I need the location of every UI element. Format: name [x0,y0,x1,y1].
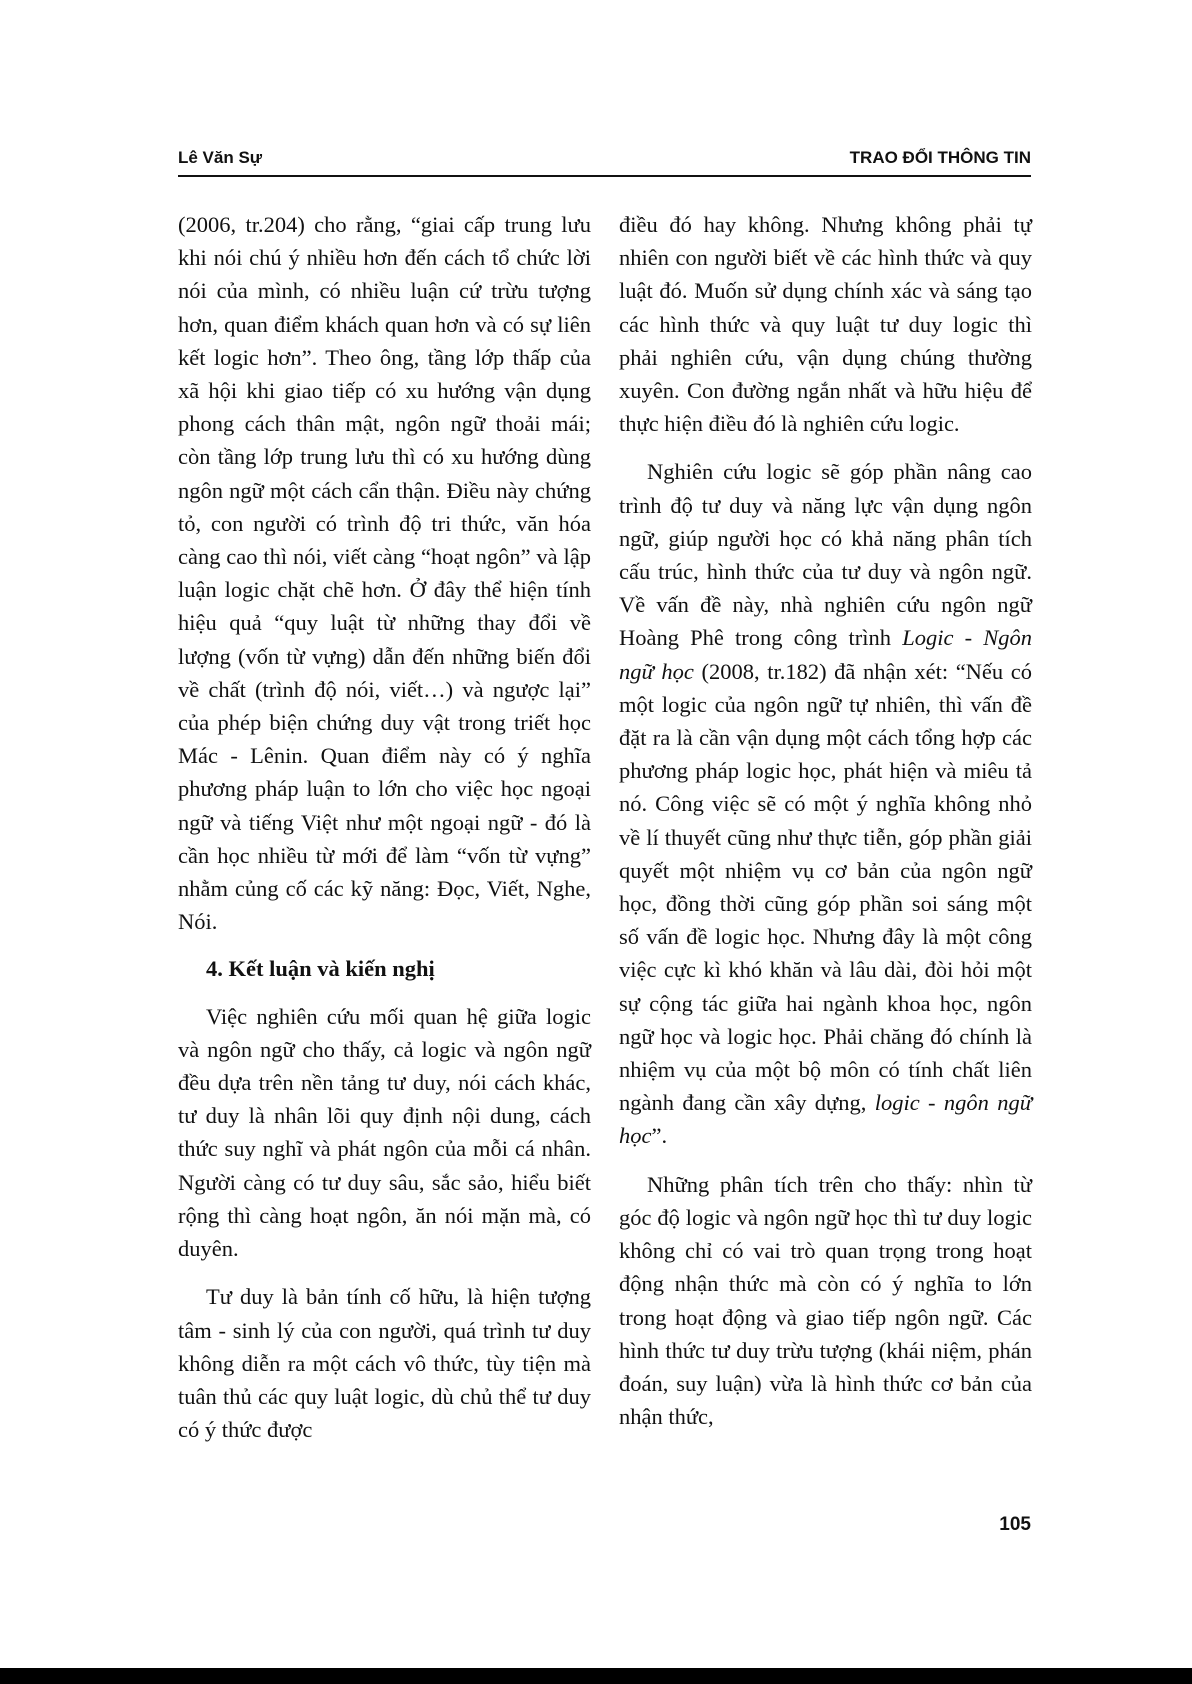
header-section: TRAO ĐỔI THÔNG TIN [849,148,1031,167]
left-column [178,208,591,1446]
right-paragraph-2-text-a: Nghiên cứu logic sẽ góp phần nâng cao trình độ tư duy và năng lực vận dụng ngôn ngữ, giúp người học có khả năng phân tích cấu trúc, hình thức của tư duy và ngôn ngữ. Về vấn đề này, nhà nghiên cứu ngôn ngữ Hoàng Phê trong công trình [619,459,1032,651]
cited-work-title: Logic - Ngôn ngữ học [619,625,1032,684]
right-paragraph-2 [619,455,1032,1152]
right-paragraph-1: điều đó hay không. Nhưng không phải tự nhiên con người biết về các hình thức và quy luật đó. Muốn sử dụng chính xác và sáng tạo các hình thức và quy luật tư duy logic thì phải nghiên cứu, vận dụng chúng thường xuyên. Con đường ngắn nhất và hữu hiệu để thực hiện điều đó là nghiên cứu logic. [619,212,1032,437]
right-paragraph-2-text-b: (2008, tr.182) đã nhận xét: “Nếu có một logic của ngôn ngữ tự nhiên, thì vấn đề đặt ra là cần vận dụng một cách tổng hợp các phương pháp logic học, phát hiện và miêu tả nó. Công việc sẽ có một ý nghĩa không nhỏ về lí thuyết cũng như thực tiễn, góp phần giải quyết một nhiệm vụ cơ bản của ngôn ngữ học, đồng thời cũng góp phần soi sáng một số vấn đề logic học. Nhưng đây là một công việc cực kì khó khăn và lâu dài, đòi hỏi một sự cộng tác giữa hai ngành khoa học, ngôn ngữ học và logic học. Phải chăng đó chính là nhiệm vụ của một bộ môn có tính chất liên ngành đang cần xây dựng, [619,658,1033,1116]
section-heading: 4. Kết luận và kiến nghị [206,956,435,982]
left-paragraph-3: Tư duy là bản tính cố hữu, là hiện tượng tâm - sinh lý của con người, quá trình tư duy không diễn ra một cách vô thức, tùy tiện mà tuân thủ các quy luật logic, dù chủ thể tư duy có ý thức được [178,1284,591,1443]
right-paragraph-2-end: ”. [651,1123,668,1149]
right-paragraph-3: Những phân tích trên cho thấy: nhìn từ góc độ logic và ngôn ngữ học thì tư duy logic không chỉ có vai trò quan trọng trong hoạt động nhận thức mà còn có ý nghĩa to lớn trong hoạt động và giao tiếp ngôn ngữ. Các hình thức tư duy trừu tượng (khái niệm, phán đoán, suy luận) vừa là hình thức cơ bản của nhận thức, [619,1171,1032,1430]
header-rule [178,175,1031,177]
right-column [619,208,1032,1433]
left-paragraph-1: (2006, tr.204) cho rằng, “giai cấp trung lưu khi nói chú ý nhiều hơn đến cách tổ chức lời nói của mình, có nhiều luận cứ trừu tượng hơn, quan điểm khách quan hơn và có sự liên kết logic hơn”. Theo ông, tầng lớp thấp của xã hội khi giao tiếp có xu hướng vận dụng phong cách thân mật, ngôn ngữ thoải mái; còn tầng lớp trung lưu thì có xu hướng dùng ngôn ngữ một cách cẩn thận. Điều này chứng tỏ, con người có trình độ tri thức, văn hóa càng cao thì nói, viết càng “hoạt ngôn” và lập luận logic chặt chẽ hơn. Ở đây thể hiện tính hiệu quả “quy luật từ những thay đổi về lượng (vốn từ vựng) dẫn đến những biến đổi về chất (trình độ nói, viết…) và ngược lại” của phép biện chứng duy vật trong triết học Mác - Lênin. Quan điểm này có ý nghĩa phương pháp luận to lớn cho việc học ngoại ngữ và tiếng Việt như một ngoại ngữ - đó là cần học nhiều từ mới để làm “vốn từ vựng” nhằm củng cố các kỹ năng: Đọc, Viết, Nghe, Nói. [178,212,591,935]
page-number: 105 [999,1514,1031,1535]
left-paragraph-2: Việc nghiên cứu mối quan hệ giữa logic và ngôn ngữ cho thấy, cả logic và ngôn ngữ đều dựa trên nền tảng tư duy, nói cách khác, tư duy là nhân lõi quy định nội dung, cách thức suy nghĩ và phát ngôn của mỗi cá nhân. Người càng có tư duy sâu, sắc sảo, hiểu biết rộng thì càng hoạt ngôn, ăn nói mặn mà, có duyên. [178,1003,591,1262]
header-author: Lê Văn Sự [178,148,263,167]
cited-term: logic - ngôn ngữ học [619,1090,1032,1149]
bottom-bar [0,1668,1192,1684]
